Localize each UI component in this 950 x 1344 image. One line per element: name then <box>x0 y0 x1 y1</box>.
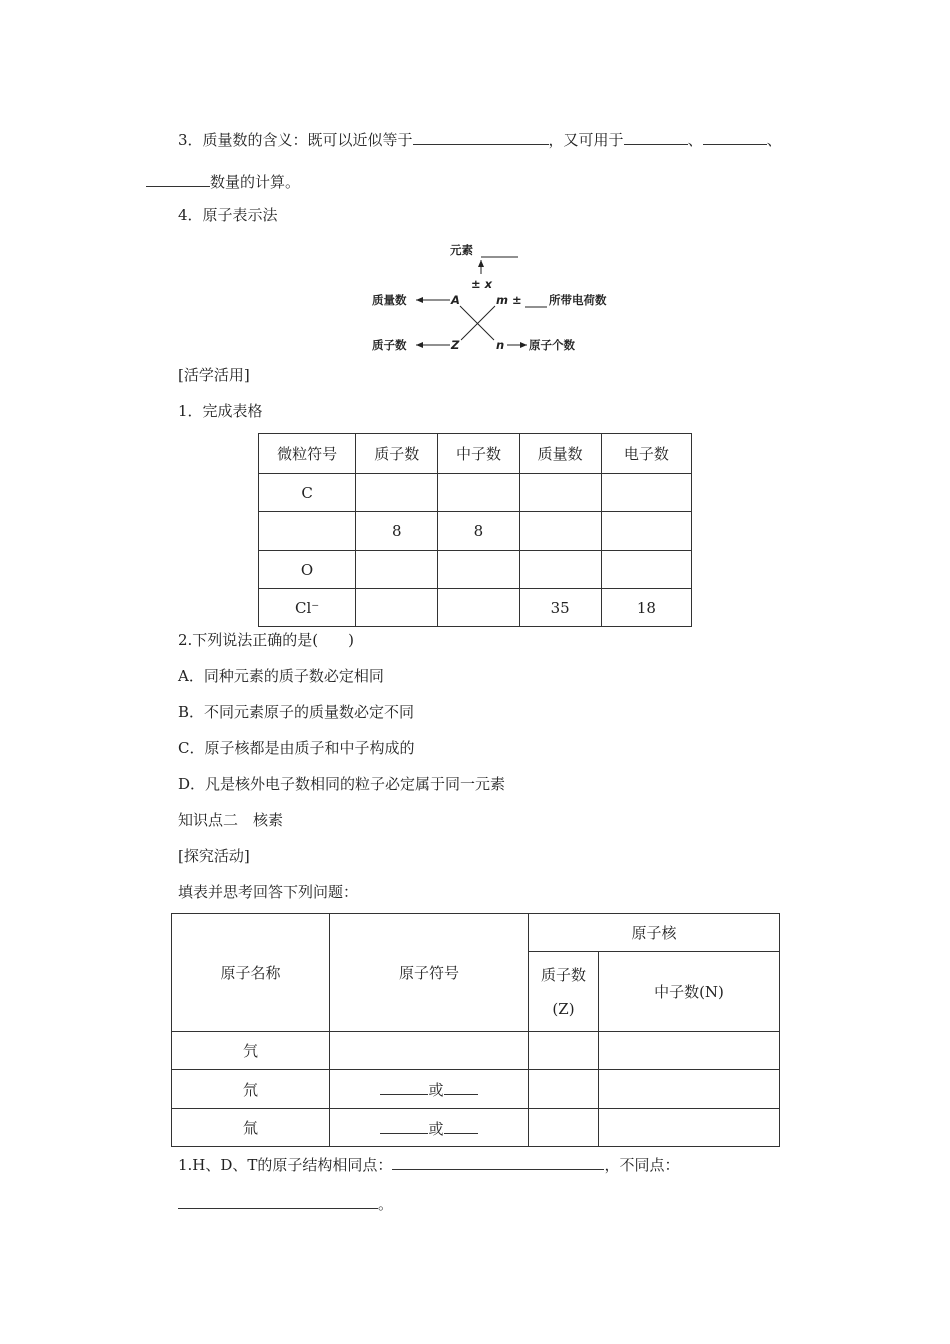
th-neutron-n: 中子数(N) <box>599 952 780 1032</box>
diagram-proton-label: 质子数 <box>372 338 407 352</box>
hdt-text-b: ，不同点： <box>604 1156 680 1174</box>
table-cell[interactable]: C <box>259 474 356 512</box>
th-proton-z-label: 质子数 <box>540 965 586 984</box>
table-row <box>172 1032 780 1070</box>
th-symbol: 微粒符号 <box>259 434 356 474</box>
hdt-line1 <box>178 1153 679 1175</box>
q3-blank-1[interactable] <box>413 128 549 145</box>
section-apply: [活学活用] <box>178 366 250 384</box>
table-cell[interactable]: 8 <box>438 512 519 551</box>
particle-table-header <box>259 434 692 474</box>
or-text: 或 <box>428 1119 444 1138</box>
table-cell[interactable] <box>356 589 438 627</box>
table-cell[interactable] <box>438 589 519 627</box>
nuclide-name: 氘 <box>172 1070 330 1109</box>
diagram-cross-2 <box>461 306 495 340</box>
th-nucleus: 原子核 <box>529 914 780 952</box>
hdt-blank-1[interactable] <box>392 1153 604 1170</box>
diagram-mass-label: 质量数 <box>372 293 407 307</box>
symbol-blank[interactable] <box>444 1117 478 1134</box>
apply-q2: 2.下列说法正确的是( ) <box>178 631 355 649</box>
table-cell[interactable] <box>356 551 438 589</box>
q3-blank-2[interactable] <box>624 128 688 145</box>
table-cell[interactable] <box>259 512 356 551</box>
atomic-notation-diagram <box>370 238 630 363</box>
or-text: 或 <box>428 1081 444 1099</box>
table-row <box>259 512 692 551</box>
nuclide-symbol-cell[interactable] <box>330 1032 529 1070</box>
option-b[interactable]: B．不同元素原子的质量数必定不同 <box>178 703 415 721</box>
table-cell[interactable] <box>601 512 691 551</box>
table-cell[interactable] <box>601 551 691 589</box>
table-cell[interactable]: 18 <box>601 589 691 627</box>
option-c[interactable]: C．原子核都是由质子和中子构成的 <box>178 739 415 757</box>
table-row <box>259 551 692 589</box>
table-cell[interactable] <box>601 474 691 512</box>
nuclide-header-row-1 <box>172 914 780 952</box>
table-row <box>259 474 692 512</box>
table-cell[interactable] <box>519 474 601 512</box>
diagram-Z: Z <box>451 338 460 352</box>
hdt-end: 。 <box>378 1195 394 1213</box>
diagram-element-label: 元素 <box>450 243 473 257</box>
table-cell[interactable] <box>599 1109 780 1147</box>
diagram-n: n <box>496 338 505 352</box>
nuclide-name: 氕 <box>172 1032 330 1070</box>
table-cell[interactable] <box>529 1109 599 1147</box>
q4-title: 4．原子表示法 <box>178 206 278 224</box>
q3-blank-4[interactable] <box>146 170 210 187</box>
diagram-atoms-label: 原子个数 <box>529 338 575 352</box>
q3-sep-1: 、 <box>687 131 703 149</box>
nuclide-name: 氚 <box>172 1109 330 1147</box>
table-cell[interactable] <box>599 1032 780 1070</box>
q3-text-c: 数量的计算。 <box>210 173 301 191</box>
diagram-charge-label: 所带电荷数 <box>549 293 607 307</box>
table-cell[interactable]: 35 <box>519 589 601 627</box>
q3-blank-3[interactable] <box>703 128 767 145</box>
diagram-m-pm: m ± <box>496 293 522 307</box>
table-cell[interactable] <box>438 551 519 589</box>
q3-line1 <box>178 128 782 150</box>
q3-line2 <box>146 170 300 192</box>
option-a[interactable]: A．同种元素的质子数必定相同 <box>178 667 384 685</box>
option-d[interactable]: D．凡是核外电子数相同的粒子必定属于同一元素 <box>178 775 506 793</box>
table-row <box>172 1070 780 1109</box>
explore-intro: 填表并思考回答下列问题： <box>178 883 359 901</box>
nuclide-symbol-cell[interactable] <box>330 1109 529 1147</box>
th-neutrons: 中子数 <box>438 434 519 474</box>
table-row <box>259 589 692 627</box>
table-cell[interactable] <box>519 551 601 589</box>
nuclide-symbol-cell[interactable] <box>330 1070 529 1109</box>
q3-text-a: 3．质量数的含义：既可以近似等于 <box>178 131 413 149</box>
table-cell[interactable] <box>438 474 519 512</box>
th-atom-symbol: 原子符号 <box>330 914 529 1032</box>
knowledge-point-2: 知识点二 核素 <box>178 811 284 829</box>
table-cell[interactable]: Cl⁻ <box>259 589 356 627</box>
particle-table <box>258 433 692 627</box>
diagram-cross-1 <box>460 306 494 340</box>
table-row <box>172 1109 780 1147</box>
table-cell[interactable] <box>529 1032 599 1070</box>
th-atom-name: 原子名称 <box>172 914 330 1032</box>
th-electrons: 电子数 <box>601 434 691 474</box>
apply-q1: 1．完成表格 <box>178 402 263 420</box>
section-explore: [探究活动] <box>178 847 250 865</box>
nuclide-table <box>171 913 780 1147</box>
q3-text-b: ，又可用于 <box>548 131 624 149</box>
table-cell[interactable] <box>529 1070 599 1109</box>
symbol-blank[interactable] <box>444 1078 478 1095</box>
table-cell[interactable] <box>599 1070 780 1109</box>
diagram-pm-x: ± x <box>471 277 493 291</box>
table-cell[interactable] <box>356 474 438 512</box>
diagram-A: A <box>451 293 460 307</box>
hdt-blank-2[interactable] <box>178 1192 378 1209</box>
th-mass: 质量数 <box>519 434 601 474</box>
hdt-text-a: 1.H、D、T的原子结构相同点： <box>178 1156 393 1174</box>
q3-sep-2: 、 <box>766 131 782 149</box>
table-cell[interactable]: 8 <box>356 512 438 551</box>
th-protons: 质子数 <box>356 434 438 474</box>
th-proton-z-symbol: (Z) <box>552 999 575 1018</box>
table-cell[interactable] <box>519 512 601 551</box>
th-proton-z <box>529 952 599 1032</box>
table-cell[interactable]: O <box>259 551 356 589</box>
symbol-blank[interactable] <box>380 1117 428 1134</box>
hdt-line2 <box>178 1192 393 1214</box>
symbol-blank[interactable] <box>380 1078 428 1095</box>
